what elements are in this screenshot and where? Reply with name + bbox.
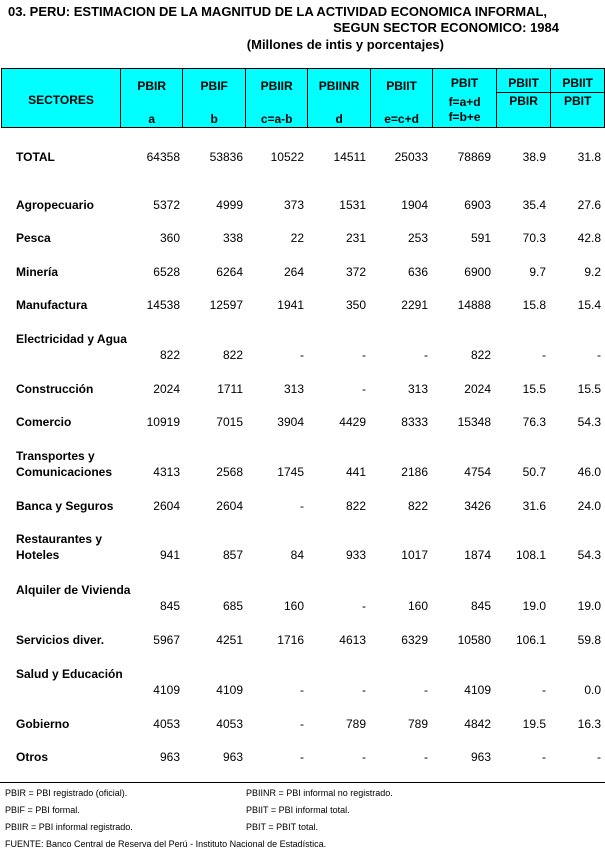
cell-pbit: 4842: [464, 717, 491, 731]
cell-pbiit: -: [424, 683, 428, 697]
cell-pbit: 963: [470, 750, 491, 764]
table-row: [0, 448, 605, 484]
cell-pbiit-pbir: -: [542, 750, 546, 764]
cell-pbiir: 160: [283, 599, 304, 613]
table-row: [0, 149, 605, 185]
cell-pbiir: 3904: [277, 415, 304, 429]
cell-pbif: 822: [222, 348, 243, 362]
cell-pbiit: 160: [407, 599, 428, 613]
cell-pbiit-pbir: -: [542, 683, 546, 697]
cell-pbiit-pbir: 35.4: [522, 198, 546, 212]
cell-pbiit: 636: [407, 265, 428, 279]
cell-pbif: 4251: [216, 633, 243, 647]
cell-pbir: 10919: [146, 415, 180, 429]
row-label: Comercio: [16, 415, 72, 429]
cell-pbiit-pbir: 31.6: [522, 499, 546, 513]
cell-pbiinr: 1531: [339, 198, 366, 212]
row-label: Otros: [16, 750, 49, 764]
cell-pbir: 941: [159, 548, 180, 562]
cell-pbiit-pbit: 15.5: [577, 382, 601, 396]
cell-pbiit: 253: [407, 231, 428, 245]
row-label: Minería: [16, 265, 59, 279]
legend-pbit: PBIT = PBIT total.: [246, 822, 318, 832]
cell-pbiinr: 822: [345, 499, 366, 513]
cell-pbit: 4109: [464, 683, 491, 697]
cell-pbit: 1874: [464, 548, 491, 562]
cell-pbiit: 789: [407, 717, 428, 731]
cell-pbit: 591: [470, 231, 491, 245]
cell-pbir: 14538: [146, 298, 180, 312]
cell-pbiinr: -: [362, 599, 366, 613]
cell-pbir: 4109: [153, 683, 180, 697]
cell-pbiit-pbit: 31.8: [577, 150, 601, 164]
cell-pbiinr: 4613: [339, 633, 366, 647]
source-note: FUENTE: Banco Central de Reserva del Perú - Instituto Nacional de Estadística.: [5, 839, 327, 849]
cell-pbiinr: 441: [345, 465, 366, 479]
cell-pbir: 5967: [153, 633, 180, 647]
cell-pbiit-pbir: 19.5: [522, 717, 546, 731]
cell-pbiit: 822: [407, 499, 428, 513]
cell-pbiinr: 933: [345, 548, 366, 562]
cell-pbit: 15348: [457, 415, 491, 429]
cell-pbif: 4053: [216, 717, 243, 731]
cell-pbiit-pbir: 70.3: [522, 231, 546, 245]
table-row: [0, 531, 605, 567]
cell-pbiit: 6329: [401, 633, 428, 647]
header-col-pbiinr: PBIINR d: [308, 69, 370, 128]
cell-pbif: 1711: [217, 382, 243, 396]
header-col-ratio-pbit: PBIIT PBIT: [551, 69, 605, 128]
cell-pbiir: -: [300, 750, 304, 764]
cell-pbiit: 25033: [394, 150, 428, 164]
cell-pbiit: -: [424, 348, 428, 362]
cell-pbiir: -: [300, 499, 304, 513]
cell-pbif: 4999: [216, 198, 243, 212]
table-row: [0, 331, 605, 367]
cell-pbir: 963: [159, 750, 180, 764]
cell-pbit: 3426: [464, 499, 491, 513]
row-label: Gobierno: [16, 717, 70, 731]
legend-pbif: PBIF = PBI formal.: [5, 805, 80, 815]
legend-pbiinr: PBIINR = PBI informal no registrado.: [246, 788, 393, 798]
cell-pbiit: -: [424, 750, 428, 764]
row-label: Agropecuario: [16, 198, 95, 212]
cell-pbiinr: -: [362, 750, 366, 764]
cell-pbiit-pbit: 42.8: [577, 231, 601, 245]
table-row: [0, 716, 605, 752]
cell-pbiit-pbir: 19.0: [522, 599, 546, 613]
cell-pbit: 822: [470, 348, 491, 362]
table-row: [0, 498, 605, 534]
cell-pbiit-pbit: -: [597, 750, 601, 764]
legend-pbiir: PBIIR = PBI informal registrado.: [5, 822, 133, 832]
cell-pbiit-pbit: 54.3: [577, 415, 601, 429]
cell-pbir: 6528: [153, 265, 180, 279]
cell-pbiinr: 4429: [339, 415, 366, 429]
header-col-pbif: PBIF b: [183, 69, 245, 128]
cell-pbiinr: 789: [345, 717, 366, 731]
row-label: Salud y Educación: [16, 667, 123, 681]
cell-pbit: 845: [470, 599, 491, 613]
table-row: [0, 297, 605, 333]
table-header: [1, 68, 605, 128]
table-row: [0, 381, 605, 417]
legend-pbiit: PBIIT = PBI informal total.: [246, 805, 350, 815]
cell-pbiinr: -: [362, 683, 366, 697]
footer-divider: [0, 782, 605, 783]
cell-pbiir: 264: [283, 265, 304, 279]
cell-pbiinr: 372: [345, 265, 366, 279]
cell-pbir: 2024: [153, 382, 180, 396]
cell-pbiir: -: [300, 717, 304, 731]
cell-pbiit: 313: [407, 382, 428, 396]
cell-pbiit-pbir: 9.7: [529, 265, 546, 279]
row-label: Restaurantes y Hoteles: [16, 532, 103, 562]
cell-pbiit-pbir: 50.7: [522, 465, 546, 479]
table-title-line2: SEGUN SECTOR ECONOMICO: 1984: [333, 20, 559, 35]
row-label: Banca y Seguros: [16, 499, 114, 513]
cell-pbif: 2568: [216, 465, 243, 479]
cell-pbir: 822: [159, 348, 180, 362]
table-row: [0, 582, 605, 618]
table-row: [0, 264, 605, 300]
cell-pbiinr: 231: [345, 231, 366, 245]
table-subtitle: (Millones de intis y porcentajes): [246, 37, 444, 52]
cell-pbiit-pbit: 54.3: [577, 548, 601, 562]
header-col-pbiit: PBIIT e=c+d: [370, 69, 432, 128]
cell-pbiir: 1745: [277, 465, 304, 479]
cell-pbiit-pbir: 15.5: [522, 382, 546, 396]
row-label: Servicios diver.: [16, 633, 105, 647]
cell-pbiit: 1017: [401, 548, 428, 562]
cell-pbiit: 1904: [401, 198, 428, 212]
cell-pbiit: 2186: [401, 465, 428, 479]
header-col-pbiir: PBIIR c=a-b: [245, 69, 307, 128]
cell-pbif: 12597: [209, 298, 243, 312]
cell-pbif: 963: [222, 750, 243, 764]
row-label: Manufactura: [16, 298, 88, 312]
cell-pbit: 2024: [464, 382, 491, 396]
row-label: Transportes y Comunicaciones: [16, 449, 113, 479]
cell-pbif: 685: [222, 599, 243, 613]
cell-pbif: 53836: [209, 150, 243, 164]
cell-pbir: 64358: [146, 150, 180, 164]
cell-pbiit-pbit: 59.8: [577, 633, 601, 647]
cell-pbit: 6900: [464, 265, 491, 279]
cell-pbiir: 1941: [277, 298, 304, 312]
cell-pbif: 338: [222, 231, 243, 245]
cell-pbiit-pbit: 9.2: [584, 265, 601, 279]
cell-pbiit: 8333: [401, 415, 428, 429]
table-row: [0, 666, 605, 702]
header-col-pbit: PBIT f=a+d f=b+e: [433, 69, 496, 128]
cell-pbit: 4754: [464, 465, 491, 479]
cell-pbit: 6903: [464, 198, 491, 212]
table-row: [0, 230, 605, 266]
cell-pbiir: 373: [283, 198, 304, 212]
cell-pbir: 360: [159, 231, 180, 245]
cell-pbiit: 2291: [401, 298, 428, 312]
table-row: [0, 632, 605, 668]
table-row: [0, 414, 605, 450]
cell-pbiir: 84: [290, 548, 304, 562]
cell-pbiit-pbir: 15.8: [522, 298, 546, 312]
table-row: [0, 197, 605, 233]
cell-pbiir: 22: [290, 231, 304, 245]
row-label: Construcción: [16, 382, 94, 396]
cell-pbiit-pbir: 76.3: [522, 415, 546, 429]
cell-pbiir: 313: [283, 382, 304, 396]
header-col-ratio-pbir: PBIIT PBIR: [496, 69, 551, 128]
header-sectores: SECTORES: [2, 69, 121, 128]
cell-pbif: 7015: [216, 415, 243, 429]
cell-pbiinr: 14511: [333, 150, 366, 164]
cell-pbiit-pbir: 106.1: [515, 633, 546, 647]
table-title-line1: 03. PERU: ESTIMACION DE LA MAGNITUD DE LA ACTIVIDAD ECONOMICA INFORMAL,: [8, 4, 548, 19]
cell-pbir: 4053: [153, 717, 180, 731]
cell-pbiit-pbit: 27.6: [577, 198, 601, 212]
cell-pbiinr: -: [362, 348, 366, 362]
cell-pbiit-pbir: 108.1: [515, 548, 546, 562]
cell-pbir: 4313: [153, 465, 180, 479]
cell-pbiinr: -: [362, 382, 366, 396]
row-label: Electricidad y Agua: [16, 332, 127, 346]
table-row: [0, 749, 605, 785]
cell-pbiit-pbir: 38.9: [522, 150, 546, 164]
cell-pbir: 2604: [153, 499, 180, 513]
cell-pbiir: 10522: [270, 150, 304, 164]
cell-pbir: 5372: [153, 198, 180, 212]
cell-pbit: 10580: [457, 633, 491, 647]
cell-pbiit-pbit: 16.3: [577, 717, 601, 731]
cell-pbit: 14888: [457, 298, 491, 312]
legend-pbir: PBIR = PBI registrado (oficial).: [5, 788, 128, 798]
cell-pbif: 857: [222, 548, 243, 562]
cell-pbiinr: 350: [345, 298, 366, 312]
row-label: Alquiler de Vivienda: [16, 583, 131, 597]
cell-pbiir: -: [300, 683, 304, 697]
cell-pbir: 845: [159, 599, 180, 613]
row-label: TOTAL: [16, 150, 55, 164]
cell-pbiit-pbit: 46.0: [577, 465, 601, 479]
row-label: Pesca: [16, 231, 51, 245]
header-col-pbir: PBIR a: [121, 69, 183, 128]
cell-pbiit-pbit: 24.0: [577, 499, 601, 513]
cell-pbit: 78869: [457, 150, 491, 164]
cell-pbiit-pbit: 15.4: [577, 298, 601, 312]
cell-pbiit-pbit: -: [597, 348, 601, 362]
cell-pbiir: 1716: [277, 633, 304, 647]
cell-pbif: 6264: [216, 265, 243, 279]
cell-pbiir: -: [300, 348, 304, 362]
cell-pbiit-pbir: -: [542, 348, 546, 362]
cell-pbiit-pbit: 19.0: [577, 599, 601, 613]
cell-pbif: 2604: [216, 499, 243, 513]
cell-pbif: 4109: [216, 683, 243, 697]
cell-pbiit-pbit: 0.0: [584, 683, 601, 697]
